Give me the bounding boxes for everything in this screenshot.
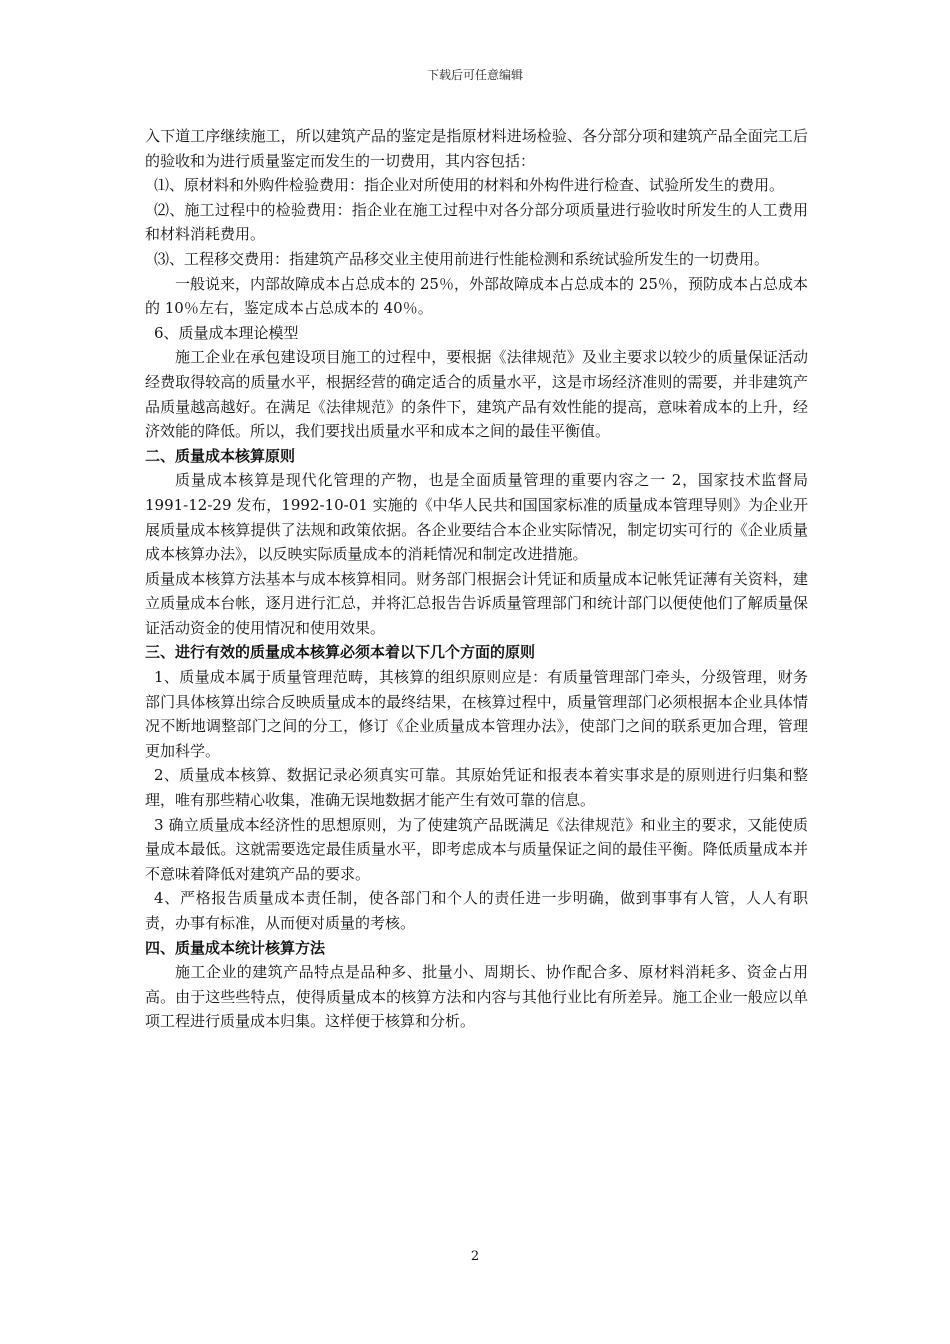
section-heading: 三、进行有效的质量成本核算必须本着以下几个方面的原则 [145, 643, 536, 662]
list-item: 4、严格报告质量成本责任制，使各部门和个人的责任进一步明确，做到事事有人管，人人有职责，办事有标准，从而便对质量的考核。 [145, 889, 808, 932]
section-heading: 二、质量成本核算原则 [145, 446, 296, 465]
list-item: 3 确立质量成本经济性的思想原则，为了使建筑产品既满足《法律规范》和业主的要求，又能使质量成本最低。这就需要选定最佳质量水平，即考虑成本与质量保证之间的最佳平衡。降低质量成本并不意味着降低对建筑产品的要求。 [145, 815, 808, 883]
subsection-heading: 6、质量成本理论模型 [154, 323, 299, 342]
paragraph: 入下道工序继续施工，所以建筑产品的鉴定是指原材料进场检验、各分部分项和建筑产品全面完工后的验收和为进行质量鉴定而发生的一切费用，其内容包括： [145, 127, 808, 170]
list-item: ⑵、施工过程中的检验费用：指企业在施工过程中对各分部分项质量进行验收时所发生的人工费用和材料消耗费用。 [145, 200, 808, 244]
page-header: 下载后可任意编辑 [426, 68, 523, 82]
document-body [145, 124, 808, 1034]
list-item: 2、质量成本核算、数据记录必须真实可靠。其原始凭证和报表本着实事求是的原则进行归集和整理，唯有那些精心收集，准确无误地数据才能产生有效可靠的信息。 [145, 766, 808, 810]
section-heading: 四、质量成本统计核算方法 [145, 938, 326, 957]
list-item: ⑴、原材料和外购件检验费用：指企业对所使用的材料和外构件进行检查、试验所发生的费用。 [154, 176, 785, 195]
page-number: 2 [470, 1249, 480, 1264]
paragraph: 质量成本核算是现代化管理的产物，也是全面质量管理的重要内容之一 2，国家技术监督局 1991-12-29 发布，1992-10-01 实施的《中华人民共和国国家标准的质量成本管理导则》为企业开展质量成本核算提供了法规和政策依据。各企业要结合本企业实际情况，制定切实可行的《企业质量成本核算办法》，以反映实际质量成本的消耗情况和制定改进措施。 [145, 471, 808, 564]
paragraph: 一般说来，内部故障成本占总成本的 25％，外部故障成本占总成本的 25％，预防成本占总成本的 10％左右，鉴定成本占总成本的 40％。 [145, 274, 808, 318]
list-item: 1、质量成本属于质量管理范畴，其核算的组织原则应是：有质量管理部门牵头，分级管理，财务部门具体核算出综合反映质量成本的最终结果，在核算过程中，质量管理部门必须根据本企业具体情况不断地调整部门之间的分工，修订《企业质量成本管理办法》，使部门之间的联系更加合理，管理更加科学。 [145, 668, 808, 760]
list-item: ⑶、工程移交费用：指建筑产品移交业主使用前进行性能检测和系统试验所发生的一切费用。 [154, 249, 770, 268]
paragraph: 施工企业在承包建设项目施工的过程中，要根据《法律规范》及业主要求以较少的质量保证活动经费取得较高的质量水平，根据经营的确定适合的质量水平，这是市场经济准则的需要，并非建筑产品质量越高越好。在满足《法律规范》的条件下，建筑产品有效性能的提高，意味着成本的上升，经济效能的降低。所以，我们要找出质量水平和成本之间的最佳平衡值。 [145, 348, 808, 441]
paragraph: 施工企业的建筑产品特点是品种多、批量小、周期长、协作配合多、原材料消耗多、资金占用高。由于这些些特点，使得质量成本的核算方法和内容与其他行业比有所差异。施工企业一般应以单项工程进行质量成本归集。这样便于核算和分析。 [145, 963, 808, 1031]
paragraph: 质量成本核算方法基本与成本核算相同。财务部门根据会计凭证和质量成本记帐凭证薄有关资料，建立质量成本台帐，逐月进行汇总，并将汇总报告告诉质量管理部门和统计部门以便使他们了解质量保证活动资金的使用情况和使用效果。 [145, 569, 808, 637]
